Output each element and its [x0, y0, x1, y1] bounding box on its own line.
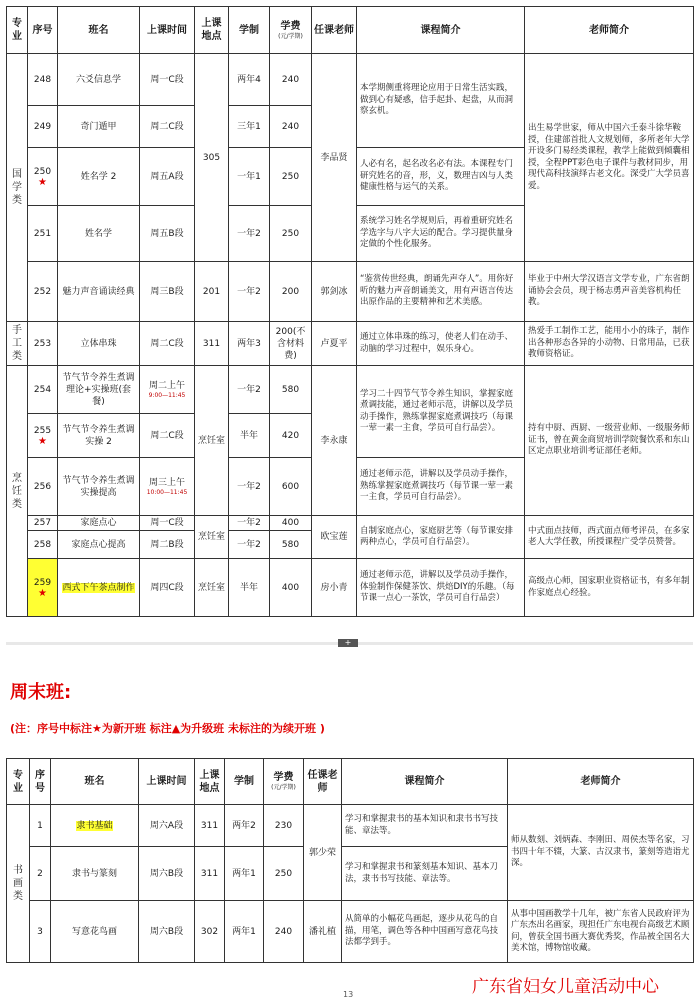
class-fee: 240	[264, 901, 304, 963]
course-intro: 通过立体串珠的练习，使老人们在动手、动脑的学习过程中，娱乐身心。	[357, 322, 525, 366]
class-name: 六爻信息学	[58, 54, 140, 106]
course-intro: 通过老师示范，讲解以及学员动手操作，体验制作保健茶饮、烘焙DIY的乐趣。（每节课一点心一茶饮，学员可自行品尝）	[357, 559, 525, 617]
class-duration: 一年2	[229, 262, 270, 322]
page-number: 13	[343, 990, 354, 999]
class-time: 周六B段	[139, 901, 195, 963]
class-teacher: 欧宝莲	[312, 516, 357, 559]
category-cell: 书画类	[7, 805, 30, 963]
class-time-text: 周三上午	[148, 477, 185, 488]
teacher-intro: 师从数刻、刘炳森、李刚田、周侯杰等名家，习书四十年不辍，大篆、古汉隶书，篆刻等造诣尤深。	[508, 805, 694, 901]
class-duration: 半年	[229, 414, 270, 458]
course-intro: 人必有名，起名改名必有法。本课程专门研究姓名的音，形，义，数理吉凶与人类健康性格与运气的关系。	[357, 148, 525, 206]
header-fee-unit: (元/学期)	[271, 784, 296, 791]
row-number: 1	[30, 805, 51, 847]
class-duration: 两年3	[229, 322, 270, 366]
header-class-name: 班名	[51, 759, 139, 805]
class-name-highlight: 西式下午茶点制作	[62, 582, 135, 593]
teacher-intro: 毕业于中州大学汉语言文学专业，广东省朗诵协会会员，现于杨志勇声音美容机构任教。	[525, 262, 694, 322]
row-number-text: 255	[33, 425, 52, 436]
class-duration: 两年1	[225, 901, 264, 963]
class-fee: 250	[270, 206, 312, 262]
class-location: 烹饪室	[195, 366, 229, 516]
header-location: 上课地点	[195, 759, 225, 805]
table-row	[7, 516, 694, 531]
teacher-intro: 从事中国画教学十几年，被广东省人民政府评为广东杰出名画家，现担任广东电视台高级艺术顾问，曾获全国书画大赛优秀奖，作品被全国名大美术馆，博物馆收藏。	[508, 901, 694, 963]
class-location: 201	[195, 262, 229, 322]
course-intro: “鉴赏传世经典，朗诵先声夺人”。用你好听的魅力声音朗诵美文，用有声语言传达出原作品的主要精神和艺术美感。	[357, 262, 525, 322]
course-intro: 从简单的小幅花鸟画起，逐步从花鸟的自描，用笔，调色等各种中国画写意花鸟技法都学到手。	[342, 901, 508, 963]
class-location: 311	[195, 322, 229, 366]
class-name	[58, 559, 140, 617]
table-row	[7, 805, 694, 847]
class-time-text: 周二上午	[148, 380, 185, 391]
course-intro: 本学期侧重将理论应用于日常生活实践，做到心有疑惑，信手起卦、起盘，从而洞察玄机。	[357, 54, 525, 148]
course-intro: 系统学习姓名学规则后，再着重研究姓名学选字与八字大运的配合。学习提供量身定做的个性化服务。	[357, 206, 525, 262]
class-fee: 250	[270, 148, 312, 206]
header-course-intro: 课程简介	[357, 7, 525, 54]
row-number: 251	[28, 206, 58, 262]
header-duration: 学制	[225, 759, 264, 805]
class-name: 魅力声音诵读经典	[58, 262, 140, 322]
class-location: 311	[195, 847, 225, 901]
class-location: 烹饪室	[195, 559, 229, 617]
class-duration: 一年2	[229, 531, 270, 559]
class-duration: 一年2	[229, 458, 270, 516]
new-class-star-icon: ★	[38, 176, 47, 188]
header-teacher-intro: 老师简介	[525, 7, 694, 54]
class-time: 周四C段	[140, 559, 195, 617]
teacher-intro: 出生易学世家，师从中国六壬泰斗徐华鞍授，住建部首批人文规划师，多所老年大学开设多门易经类课程，教学上能做到倾囊相授，全程PPT彩色电子课件与教材同步，用现代高科技演绎古老文化。深受广大学员喜爱。	[525, 54, 694, 262]
row-number-text: 259	[33, 577, 52, 588]
row-number: 256	[28, 458, 58, 516]
class-name: 立体串珠	[58, 322, 140, 366]
header-time: 上课时间	[139, 759, 195, 805]
row-number: 2	[30, 847, 51, 901]
header-row	[7, 7, 694, 54]
class-name: 姓名学	[58, 206, 140, 262]
class-time-note: 9:00—11:45	[148, 391, 186, 399]
table-row	[7, 559, 694, 617]
header-location: 上课地点	[195, 7, 229, 54]
class-fee: 420	[270, 414, 312, 458]
row-number: 248	[28, 54, 58, 106]
row-number: 257	[28, 516, 58, 531]
header-number: 序号	[30, 759, 51, 805]
class-duration: 一年2	[229, 366, 270, 414]
class-name-highlight: 隶书基础	[76, 820, 113, 831]
table-row	[7, 901, 694, 963]
new-class-star-icon: ★	[38, 435, 47, 447]
category-cell: 国学类	[7, 54, 28, 322]
weekday-course-table	[6, 6, 694, 617]
row-number	[28, 559, 58, 617]
class-teacher: 郭剑冰	[312, 262, 357, 322]
class-fee: 400	[270, 559, 312, 617]
class-name: 节气节令养生煮调理论+实操班(套餐)	[58, 366, 140, 414]
class-time: 周五A段	[140, 148, 195, 206]
category-cell: 手工类	[7, 322, 28, 366]
row-number: 252	[28, 262, 58, 322]
header-course-intro: 课程简介	[342, 759, 508, 805]
class-location: 305	[195, 54, 229, 262]
class-time: 周一C段	[140, 54, 195, 106]
class-time: 周六B段	[139, 847, 195, 901]
class-time: 周三B段	[140, 262, 195, 322]
header-fee-label: 学费	[280, 20, 301, 32]
class-fee: 240	[270, 54, 312, 106]
class-location: 302	[195, 901, 225, 963]
class-fee: 600	[270, 458, 312, 516]
header-row	[7, 759, 694, 805]
course-intro: 学习二十四节气节令养生知识，掌握家庭煮调技能，通过老师示范，讲解以及学员动手操作，熟练掌握家庭煮调技巧（每课一荤一素一主食，学员可自行品尝）。	[357, 366, 525, 458]
teacher-intro: 高级点心师，国家职业资格证书，有多年制作家庭点心经验。	[525, 559, 694, 617]
class-name	[51, 805, 139, 847]
header-time: 上课时间	[140, 7, 195, 54]
class-name: 隶书与篆刻	[51, 847, 139, 901]
table-row	[7, 322, 694, 366]
class-location: 311	[195, 805, 225, 847]
class-name: 节气节令养生煮调实操提高	[58, 458, 140, 516]
category-cell: 烹饪类	[7, 366, 28, 617]
row-number	[28, 414, 58, 458]
class-fee: 230	[264, 805, 304, 847]
expand-plus-icon[interactable]: +	[338, 639, 358, 647]
class-time: 周二C段	[140, 414, 195, 458]
class-name: 姓名学 2	[58, 148, 140, 206]
class-fee: 200	[270, 262, 312, 322]
header-category: 专业	[7, 759, 30, 805]
class-name: 家庭点心	[58, 516, 140, 531]
class-time: 周五B段	[140, 206, 195, 262]
class-teacher: 郭少荣	[304, 805, 342, 901]
row-number: 258	[28, 531, 58, 559]
class-name: 写意花鸟画	[51, 901, 139, 963]
header-teacher: 任课老师	[304, 759, 342, 805]
class-name: 家庭点心提高	[58, 531, 140, 559]
row-number	[28, 148, 58, 206]
class-duration: 两年2	[225, 805, 264, 847]
header-fee	[270, 7, 312, 54]
header-teacher: 任课老师	[312, 7, 357, 54]
class-name: 节气节令养生煮调实操 2	[58, 414, 140, 458]
header-fee-label: 学费	[273, 772, 294, 783]
class-fee: 200(不含材料费)	[270, 322, 312, 366]
class-time	[140, 366, 195, 414]
class-duration: 两年4	[229, 54, 270, 106]
class-name: 奇门遁甲	[58, 106, 140, 148]
class-teacher: 李永康	[312, 366, 357, 516]
class-teacher: 李品贤	[312, 54, 357, 262]
class-time: 周二C段	[140, 322, 195, 366]
class-time: 周二C段	[140, 106, 195, 148]
class-fee: 250	[264, 847, 304, 901]
row-number: 253	[28, 322, 58, 366]
class-duration: 两年1	[225, 847, 264, 901]
class-duration: 半年	[229, 559, 270, 617]
class-teacher: 潘礼植	[304, 901, 342, 963]
row-number: 3	[30, 901, 51, 963]
class-time	[140, 458, 195, 516]
class-fee: 580	[270, 366, 312, 414]
class-fee: 400	[270, 516, 312, 531]
class-location: 烹饪室	[195, 516, 229, 559]
class-duration: 一年1	[229, 148, 270, 206]
class-teacher: 房小青	[312, 559, 357, 617]
class-duration: 一年2	[229, 516, 270, 531]
row-number: 254	[28, 366, 58, 414]
organization-name: 广东省妇女儿童活动中心	[472, 977, 659, 997]
class-time: 周六A段	[139, 805, 195, 847]
header-number: 序号	[28, 7, 58, 54]
course-intro: 自制家庭点心，家庭厨艺等（每节课安排两种点心，学员可自行品尝）。	[357, 516, 525, 559]
row-number-text: 250	[33, 166, 52, 177]
header-duration: 学制	[229, 7, 270, 54]
course-intro: 学习和掌握隶书和篆刻基本知识、基本刀法，隶书书写技能、章法等。	[342, 847, 508, 901]
weekend-course-table	[6, 758, 694, 963]
teacher-intro: 热爱手工制作工艺，能用小小的珠子，制作出各种形态各异的小动物、日常用品，已获教师资格证。	[525, 322, 694, 366]
class-duration: 三年1	[229, 106, 270, 148]
class-time: 周二B段	[140, 531, 195, 559]
table-row	[7, 54, 694, 106]
new-class-star-icon: ★	[38, 587, 47, 599]
course-intro: 学习和掌握隶书的基本知识和隶书书写技能、章法等。	[342, 805, 508, 847]
teacher-intro: 持有中厨、西厨、一级营业师、一级服务师证书，曾在黄金商贸培训学院餐饮系和东山区定点职业培训考证部任老师。	[525, 366, 694, 516]
row-number: 249	[28, 106, 58, 148]
weekend-section-title: 周末班:	[10, 682, 72, 703]
header-fee-unit: (元/学期)	[278, 32, 303, 40]
legend-note: (注：序号中标注★为新开班 标注▲为升级班 未标注的为续开班 )	[10, 722, 325, 735]
class-time-note: 10:00—11:45	[146, 488, 188, 496]
header-teacher-intro: 老师简介	[508, 759, 694, 805]
table-row	[7, 262, 694, 322]
class-fee: 580	[270, 531, 312, 559]
course-intro: 通过老师示范，讲解以及学员动手操作，熟练掌握家庭煮调技巧（每节课一荤一素一主食，学员可自行品尝）。	[357, 458, 525, 516]
header-category: 专业	[7, 7, 28, 54]
header-fee	[264, 759, 304, 805]
header-class-name: 班名	[58, 7, 140, 54]
class-fee: 240	[270, 106, 312, 148]
teacher-intro: 中式面点技师，西式面点师考评员，在多家老人大学任教，所授课程广受学员赞誉。	[525, 516, 694, 559]
class-duration: 一年2	[229, 206, 270, 262]
class-teacher: 卢夏平	[312, 322, 357, 366]
table-row	[7, 366, 694, 414]
class-time: 周一C段	[140, 516, 195, 531]
